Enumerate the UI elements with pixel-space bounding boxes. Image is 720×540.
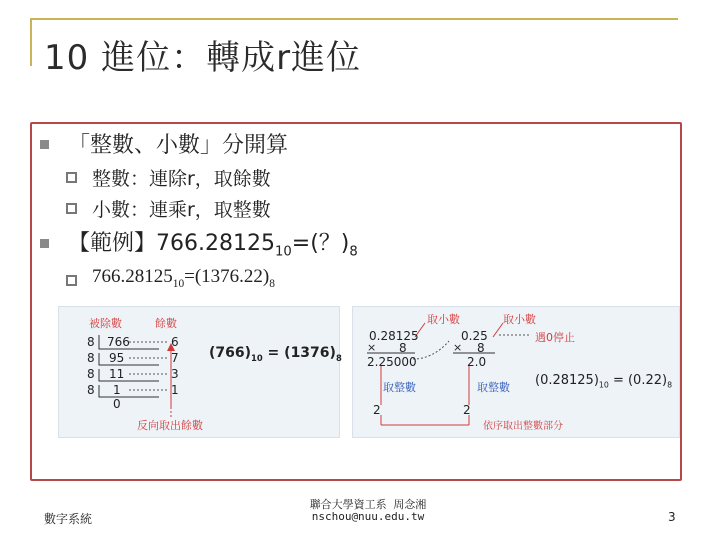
divisor: 8 bbox=[87, 335, 95, 349]
remainder-value: 6 bbox=[171, 335, 179, 349]
step2-result: 2.0 bbox=[467, 355, 487, 369]
mult-result-sub-b: 8 bbox=[667, 380, 673, 390]
multiplication-result bbox=[535, 373, 672, 390]
slide-title: 10 進位：轉成r進位 bbox=[44, 38, 362, 78]
bullet-text: 「整數、小數」分開算 bbox=[68, 133, 289, 158]
example-mid: =(？) bbox=[291, 231, 350, 256]
bullet-square-icon bbox=[40, 140, 49, 149]
dividend-value: 11 bbox=[109, 367, 125, 381]
division-result bbox=[209, 345, 342, 363]
divisor: 8 bbox=[87, 383, 95, 397]
multiplication-figure bbox=[352, 306, 680, 438]
divisor: 8 bbox=[87, 351, 95, 365]
footer-left: 數字系統 bbox=[44, 512, 93, 526]
take-integer-b: 取整數 bbox=[477, 381, 510, 394]
step2-top: 0.25 bbox=[461, 329, 488, 343]
step1-result: 2.25000 bbox=[367, 355, 417, 369]
page-number: 3 bbox=[668, 510, 676, 524]
sequence-note: 依序取出整數部分 bbox=[483, 421, 563, 432]
dividend-value: 1 bbox=[113, 383, 121, 397]
title-frame-top bbox=[30, 18, 678, 20]
step1-top: 0.28125 bbox=[369, 329, 419, 343]
dividend-value: 0 bbox=[113, 397, 121, 411]
footer-author: 聯合大學資工系 周念湘 bbox=[309, 498, 427, 511]
dividend-value: 766 bbox=[107, 335, 130, 349]
int-digit-b: 2 bbox=[463, 403, 471, 417]
header-remainder: 餘數 bbox=[155, 317, 177, 330]
mult-result-sub-a: 10 bbox=[598, 380, 609, 390]
step1-multiplier: 8 bbox=[399, 341, 407, 355]
header-take-fraction-a: 取小數 bbox=[427, 313, 460, 326]
example-sub1: 10 bbox=[274, 244, 292, 260]
answer-sub2: 8 bbox=[269, 277, 275, 290]
answer-prefix: 766.28125 bbox=[92, 266, 173, 287]
division-figure bbox=[58, 306, 340, 438]
header-dividend: 被除數 bbox=[89, 317, 122, 330]
example-sub2: 8 bbox=[349, 244, 358, 260]
footer-email: nschou@nuu.edu.tw bbox=[311, 510, 425, 523]
header-take-fraction-b: 取小數 bbox=[503, 313, 536, 326]
sub-bullet-icon bbox=[66, 172, 77, 183]
example-prefix: 【範例】766.28125 bbox=[68, 231, 275, 256]
remainder-value: 7 bbox=[171, 351, 179, 365]
remainder-value: 3 bbox=[171, 367, 179, 381]
answer-sub1: 10 bbox=[172, 277, 185, 290]
division-result-sub-a: 10 bbox=[251, 352, 263, 363]
multiply-icon: × bbox=[453, 341, 463, 354]
sub-bullet-icon bbox=[66, 203, 77, 214]
sub-bullet-icon bbox=[66, 275, 77, 286]
sub-bullet-text: 整數：連除r，取餘數 bbox=[92, 168, 271, 190]
take-integer-a: 取整數 bbox=[383, 381, 416, 394]
dividend-value: 95 bbox=[109, 351, 125, 365]
bullet-square-icon bbox=[40, 239, 49, 248]
remainder-value: 1 bbox=[171, 383, 179, 397]
reverse-note: 反向取出餘數 bbox=[137, 419, 203, 432]
answer-mid: =(1376.22) bbox=[184, 266, 270, 287]
example-bullet bbox=[68, 226, 358, 259]
division-result-sub-b: 8 bbox=[335, 352, 342, 363]
sub-bullet-text: 小數：連乘r，取整數 bbox=[92, 199, 271, 221]
mult-result-eq: = (0.22) bbox=[608, 373, 668, 388]
divisor: 8 bbox=[87, 367, 95, 381]
int-digit-a: 2 bbox=[373, 403, 381, 417]
title-frame-left bbox=[30, 18, 32, 66]
mult-result-a: (0.28125) bbox=[535, 373, 599, 388]
step2-multiplier: 8 bbox=[477, 341, 485, 355]
division-result-a: (766) bbox=[209, 345, 252, 361]
answer-bullet bbox=[92, 266, 275, 290]
division-result-eq: = (1376) bbox=[262, 345, 336, 361]
stop-note: 遇0停止 bbox=[535, 331, 575, 344]
multiply-icon: × bbox=[367, 341, 377, 354]
